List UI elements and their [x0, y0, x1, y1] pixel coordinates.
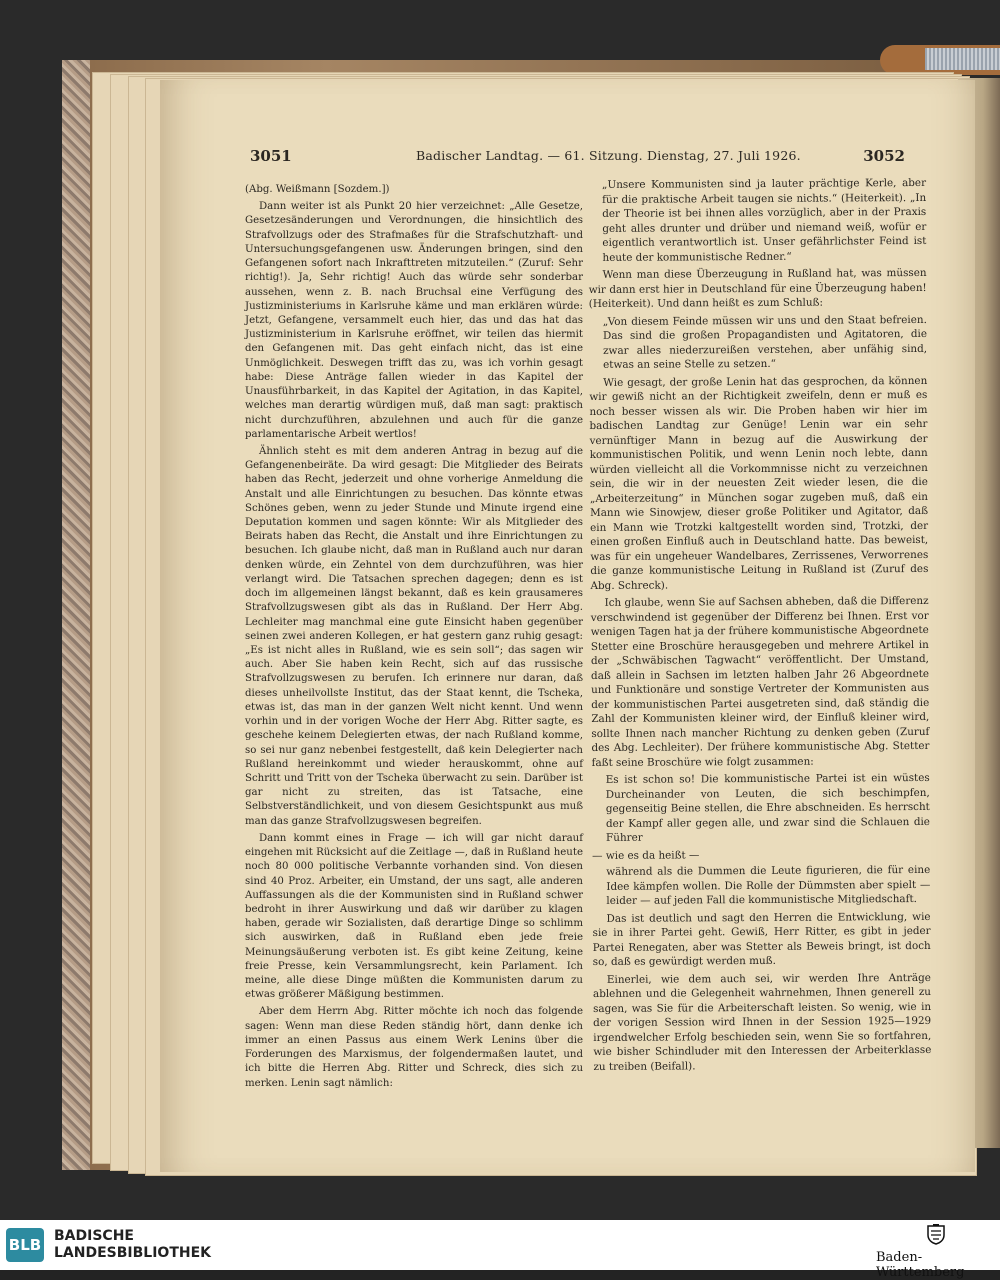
paragraph: Aber dem Herrn Abg. Ritter möchte ich noch das folgende sagen: Wenn man diese Reden ständig hört, dann denke ich immer an einen Passus aus einem Werk Lenins über die Forderungen des Marxismus, der folgendermaßen lautet, und ich bitte die Herren Abg. Ritter und Schreck, dies sich zu merken. Lenin sagt nämlich: [245, 1006, 583, 1089]
spine-cloth [925, 48, 1000, 70]
paragraph: Einerlei, wie dem auch sei, wir werden Ihre Anträge ablehnen und die Gelegenheit wahrnehmen, Ihnen generell zu sagen, was Sie für die Arbeiterschaft leisten. So wenig, wie in der vorigen Session wird Ihnen in der Session 1925—1929 irgendwelcher Erfolg beschieden sein, wenn Sie so fortfahren, wie bisher Schindluder mit den Interessen der Arbeiterklasse zu treiben (Beifall). [592, 971, 932, 1073]
paragraph: Dann weiter ist als Punkt 20 hier verzeichnet: „Alle Gesetze, Gesetzesänderungen und Verordnungen, die hinsichtlich des Strafvollzugs oder des Strafmaßes für die Strafschutzhaft- und Untersuchungsgefangenen usw. Änderungen bringen, sind den Gefangenen sofort nach Inkrafttreten mitzuteilen.“ (Zuruf: Sehr richtig!). Ja, Sehr richtig! Auch das würde sehr sonderbar aussehen, wenn z. B. nach Bruchsal eine Verfügung des Justizministeriums in Karlsruhe käme und man erklären würde: Jetzt, Gefangene, versammelt euch hier, das und das hat das Justizministerium in Karlsruhe eröffnet, wir teilen das hiermit den Gefangenen mit. Das geht einfach nicht, das ist eine Unmöglichkeit. Deswegen trifft das zu, was ich vorhin gesagt habe: Diese Anträge fallen wieder in das Kapitel der Unausführbarkeit, in das Kapitel der Agitation, in das Kapitel, welches man derartig würdigen muß, daß man sagt: praktisch nicht durchzuführen, abzulehnen und auch für die ganze parlamentarische Arbeit wertlos! [245, 201, 583, 440]
text-column-right [588, 176, 931, 1077]
running-title: Badischer Landtag. — 61. Sitzung. Dienstag, 27. Juli 1926. [416, 148, 801, 163]
paragraph: Dann kommt eines in Frage — ich will gar nicht darauf eingehen mit Rücksicht auf die Zeitlage —, daß in Rußland heute noch 80 000 politische Verbannte vorhanden sind. Von diesen sind 40 Proz. Arbeiter, ein Umstand, der uns sagt, alle anderen Auffassungen als die der Kommunisten sind in Rußland schwer bedroht in ihrer Auswirkung und daß wir darüber zu klagen haben, gerade wir Sozialisten, daß derartige Dinge so schlimm sich auswirken, daß in Rußland eben jede freie Meinungsäußerung verboten ist. Es gibt keine Zeitung, keine freie Presse, kein Versammlungsrecht, kein Parlament. Ich meine, alle diese Dinge müßten die Kommunisten darum zu etwas größerer Mäßigung bestimmen. [245, 832, 583, 1001]
text-column-left [245, 183, 583, 1094]
state-name: Baden-Württemberg [876, 1250, 965, 1280]
library-name[interactable] [54, 1228, 211, 1262]
paragraph: Wenn man diese Überzeugung in Rußland hat, was müssen wir dann erst hier in Deutschland für eine Überzeugung haben! (Heiterkeit). Und dann heißt es zum Schluß: [588, 266, 927, 310]
paragraph: „Unsere Kommunisten sind ja lauter prächtige Kerle, aber für die praktische Arbeit taugen sie nichts.“ (Heiterkeit). „In der Theorie ist bei ihnen alles vorzüglich, aber in der Praxis geht alles drunter und drüber und niemand weiß, wofür er eigentlich verantwortlich ist. Unser gefährlichster Feind ist heute der kommunistische Redner.“ [602, 176, 927, 264]
running-head [250, 147, 905, 169]
paragraph: während als die Dummen die Leute figurieren, die für eine Idee kämpfen wollen. Die Rolle der Dümmsten aber spielt — leider — auf jeden Fall die kommunistische Mitgliedschaft. [606, 863, 931, 907]
paragraph: (Abg. Weißmann [Sozdem.]) [245, 184, 390, 195]
paragraph: „Von diesem Feinde müssen wir uns und den Staat befreien. Das sind die großen Propagandisten und Agitatoren, die zwar alles niederzureißen verstehen, aber unfähig sind, etwas an seine Stelle zu setzen.“ [602, 313, 928, 371]
page-number-left: 3051 [250, 147, 292, 165]
coat-of-arms-icon [924, 1223, 948, 1245]
paragraph: Wie gesagt, der große Lenin hat das gesprochen, da können wir gewiß nicht an der Richtigkeit zweifeln, denn er muß es noch besser wissen als wir. Die Proben haben wir hier im badischen Landtag zur Genüge! Lenin war ein sehr vernünftiger Mann in bezug auf die Auswirkung der kommunistischen Politik, und wenn Lenin noch lebte, dann würden vielleicht all die Vorkommnisse nicht zu verzeichnen sein, die wir in der neuesten Zeit wieder lesen, die die „Arbeiterzeitung“ in München sogar zugeben muß, daß ein Mann wie Sinowjew, dieser große Politiker und Agitator, daß ein Mann wie Trotzki kaltgestellt worden sind, Trotzki, der einen großen Einfluß auch in Deutschland hatte. Das beweist, was für ein ungeheuer Wandelbares, Zerrissenes, Verworrenes die ganze kommunistische Leitung in Rußland ist (Zuruf des Abg. Schreck). [589, 374, 929, 592]
page-number-right: 3052 [863, 147, 905, 165]
library-name-line2: LANDESBIBLIOTHEK [54, 1245, 212, 1261]
paragraph: — wie es da heißt — [592, 848, 700, 862]
viewer-footer [0, 1220, 1000, 1280]
blb-logo[interactable]: BLB [6, 1228, 44, 1262]
paragraph: Ähnlich steht es mit dem anderen Antrag in bezug auf die Gefangenenbeiräte. Da wird gesagt: Die Mitglieder des Beirats haben das Recht, jederzeit und ohne vorherige Anmeldung die Anstalt und alle Einrichtungen zu besuchen. Das könnte etwas Schönes geben, wenn zu jeder Stunde und Minute irgend eine Deputation kommen und sagen könnte: Wir als Mitglieder des Beirats haben das Recht, die Anstalt und ihre Einrichtungen zu besuchen. Ich glaube nicht, daß man in Rußland auch nur daran denken würde, ein Zehntel von dem durchzuführen, was hier verlangt wird. Die Tatsachen sprechen dagegen; denn es ist doch im allgemeinen längst bekannt, daß es kein grausameres Strafvollzugswesen gibt als das in Rußland. Der Herr Abg. Lechleiter mag manchmal eine gute Einsicht haben gegenüber seinen zwei anderen Kollegen, er hat gestern ganz ruhig gesagt: „Es ist nicht alles in Rußland, wie es sein soll“; das sagen wir auch. Aber Sie haben kein Recht, sich auf das russische Strafvollzugswesen zu berufen. Ich erinnere nur daran, daß dieses unheilvollste Institut, das der Staat kennt, die Tscheka, etwas ist, das man in der ganzen Welt nicht kennt. Und wenn vorhin und in der vorigen Woche der Herr Abg. Ritter sagte, es geschehe keinem Delegierten etwas, der nach Rußland komme, so sei nur ganz nebenbei festgestellt, daß kein Delegierter nach Rußland hereinkommt und wieder herauskommt, ohne auf Schritt und Tritt von der Tscheka überwacht zu sein. Darüber ist gar nicht zu streiten, das ist Tatsache, eine Selbstverständlichkeit, und von diesem Gesichtspunkt aus muß man das ganze Strafvollzugswesen begreifen. [245, 445, 583, 827]
marbled-edge [62, 60, 90, 1170]
library-name-line1: BADISCHE [54, 1228, 134, 1244]
paragraph: Es ist schon so! Die kommunistische Partei ist ein wüstes Durcheinander von Leuten, die sich beschimpfen, gegenseitig Beine stellen, die Ehre abschneiden. Es herrscht der Kampf aller gegen alle, und zwar sind die Schlauen die Führer [605, 771, 930, 844]
paragraph: Das ist deutlich und sagt den Herren die Entwicklung, wie sie in ihrer Partei geht. Gewiß, Herr Ritter, es gibt in jeder Partei Renegaten, aber was Stetter als Beweis bringt, ist doch so, daß es gewürdigt werden muß. [592, 910, 931, 968]
paragraph: Ich glaube, wenn Sie auf Sachsen abheben, daß die Differenz verschwindend ist gegenüber der Differenz bei Ihnen. Erst vor wenigen Tagen hat ja der frühere kommunistische Abgeordnete Stetter eine Broschüre herausgegeben und mehrere Artikel in der „Schwäbischen Tagwacht“ veröffentlicht. Der Umstand, daß allein in Sachsen im letzten halben Jahr 26 Abgeordnete und Funktionäre und sonstige Vertreter der Kommunisten aus der kommunistischen Partei ausgetreten sind, daß ständig die Zahl der Kommunisten kleiner wird, der Einfluß kleiner wird, sollte Ihnen nach mancher Richtung zu denken geben (Zuruf des Abg. Lechleiter). Der frühere kommunistische Abg. Stetter faßt seine Broschüre wie folgt zusammen: [590, 594, 930, 769]
